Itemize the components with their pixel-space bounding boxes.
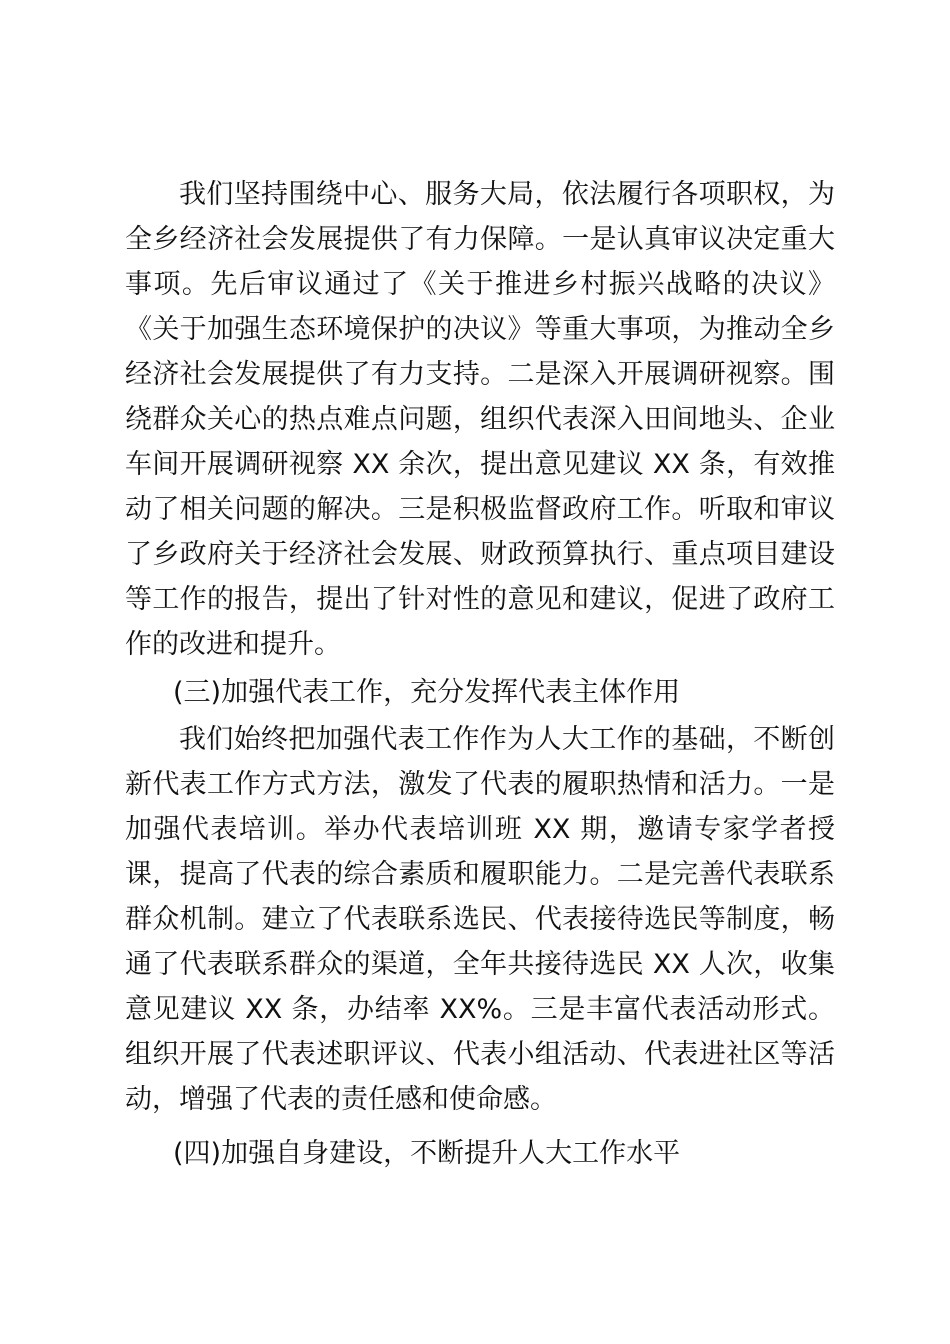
section-heading: (四)加强自身建设，不断提升人大工作水平 <box>173 1138 681 1169</box>
body-paragraph: 我们始终把加强代表工作作为人大工作的基础，不断创新代表工作方式方法，激发了代表的履职热情和活力。一是加强代表培训。举办代表培训班 XX 期，邀请专家学者授课，提高了代表的综合素质和履职能力。二是完善代表联系群众机制。建立了代表联系选民、代表接待选民等制度，畅通了代表联系群众的渠道，全年共接待选民 XX 人次，收集意见建议 XX 条，办结率 XX%。三是丰富代表活动形式。组织开展了代表述职评议、代表小组活动、代表进社区等活动，增强了代表的责任感和使命感。 <box>125 724 835 1115</box>
body-paragraph: 我们坚持围绕中心、服务大局，依法履行各项职权，为全乡经济社会发展提供了有力保障。一是认真审议决定重大事项。先后审议通过了《关于推进乡村振兴战略的决议》《关于加强生态环境保护的决议》等重大事项，为推动全乡经济社会发展提供了有力支持。二是深入开展调研视察。围绕群众关心的热点难点问题，组织代表深入田间地头、企业车间开展调研视察 XX 余次，提出意见建议 XX 条，有效推动了相关问题的解决。三是积极监督政府工作。听取和审议了乡政府关于经济社会发展、财政预算执行、重点项目建设等工作的报告，提出了针对性的意见和建议，促进了政府工作的改进和提升。 <box>125 179 835 660</box>
section-heading: (三)加强代表工作，充分发挥代表主体作用 <box>173 677 681 708</box>
document-body <box>125 172 835 1176</box>
